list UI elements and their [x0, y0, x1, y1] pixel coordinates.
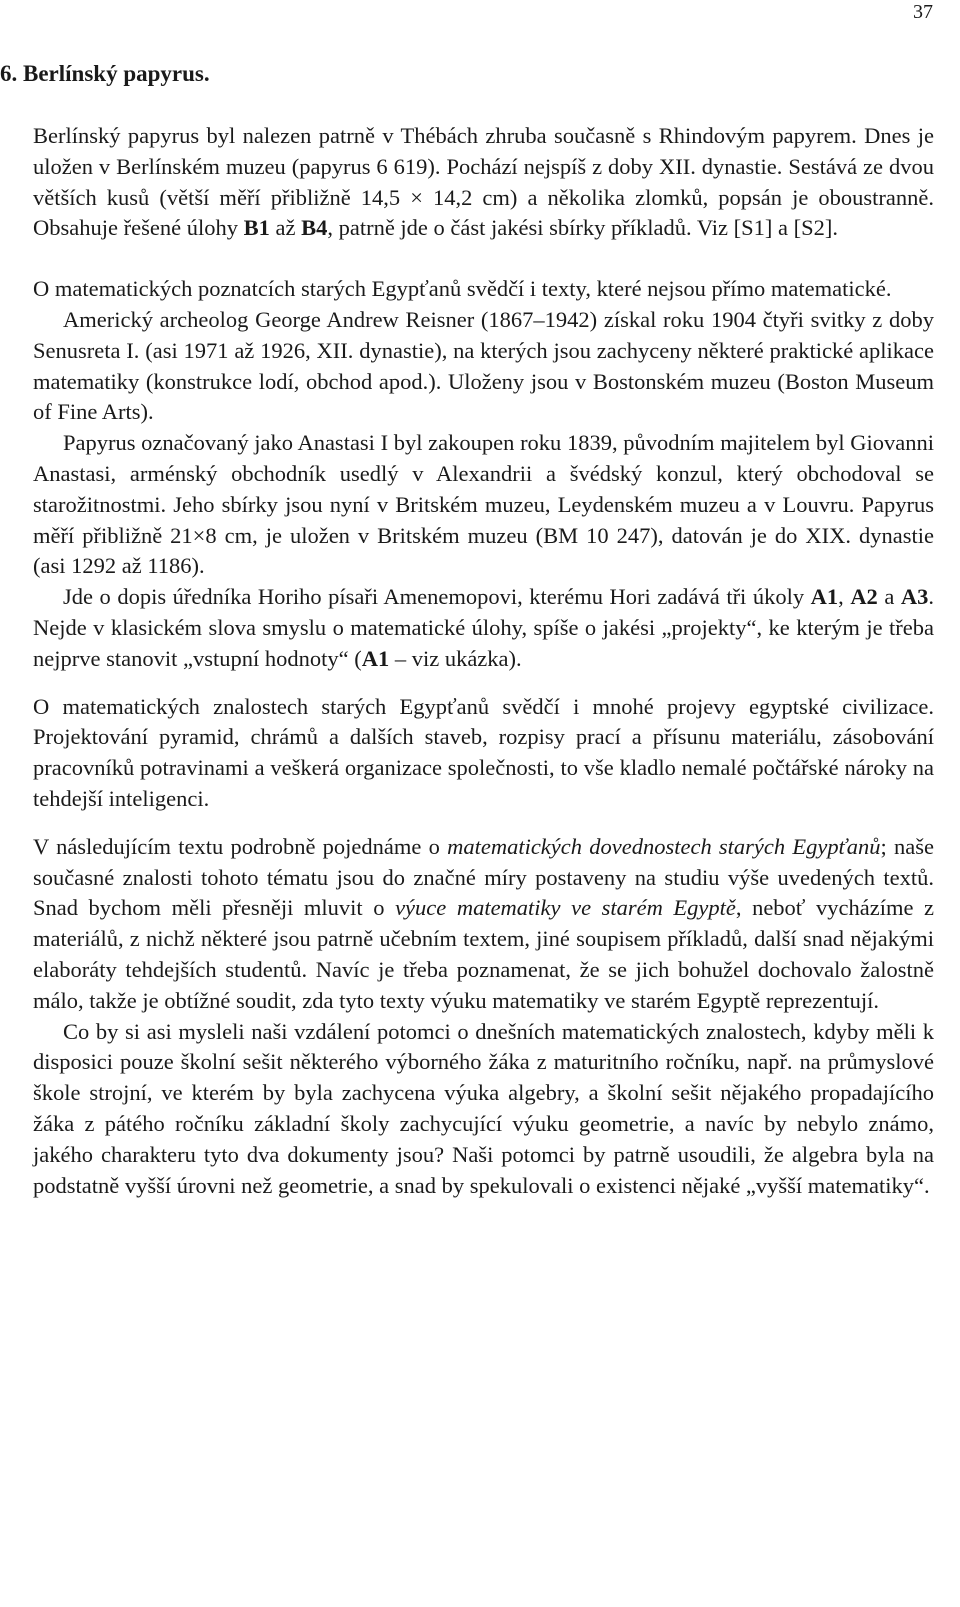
text-run: , patrně jde o část jakési sbírky příkladů. Viz [S1] a [S2]. — [327, 215, 838, 241]
text-run: a — [877, 584, 901, 610]
bold-text: B1 — [243, 215, 270, 241]
text-run: – viz ukázka). — [389, 645, 522, 671]
paragraph-descendants — [33, 1017, 934, 1202]
text-run: až — [269, 215, 302, 241]
paragraph-mathematical-skills — [33, 832, 934, 1017]
document-body — [33, 121, 934, 1201]
text-run: . Nejde v klasickém slova smyslu o matematické úlohy, spíše o jakési „projekty“, ke kterým je třeba nejprve stanovit „vstupní hodnoty“ ( — [33, 584, 934, 671]
text-run: , neboť vycházíme z materiálů, z nichž některé jsou patrně učebním textem, jiné soupisem příkladů, další snad nějakými elaboráty tehdejších studentů. Navíc je třeba poznamenat, že se jich bohužel dochovalo žalostně málo, takže je obtížné soudit, zda tyto texty výuku matematiky ve starém Egyptě reprezentují. — [33, 895, 934, 1013]
text-run: , — [838, 584, 851, 610]
bold-text: A3 — [900, 584, 929, 610]
paragraph-non-mathematical-texts — [33, 274, 934, 305]
paragraph-berlin-papyrus — [33, 121, 934, 244]
bold-text: B4 — [301, 215, 328, 241]
text-run: Jde o dopis úředníka Horiho písaři Amenemopovi, kterému Hori zadává tři úkoly — [63, 584, 811, 610]
text-run: Co by si asi mysleli naši vzdálení potomci o dnešních matematických znalostech, kdyby měli k disposici pouze školní sešit některého výborného žáka z maturitního ročníku, např. na průmyslové škole strojní, ve kterém by byla zachycena výuka algebry, a školní sešit nějakého propadajícího žáka z pátého ročníku základní školy zachycující výuku geometrie, a navíc by nebylo známo, jakého charakteru tyto dva dokumenty jsou? Naši potomci by patrně usoudili, že algebra byla na podstatně vyšší úrovni než geometrie, a snad by spekulovali o existenci nějaké „vyšší matematiky“. — [33, 1018, 934, 1198]
text-run: O matematických znalostech starých Egypťanů svědčí i mnohé projevy egyptské civilizace. Projektování pyramid, chrámů a dalších staveb, rozpisy prací a přísunu materiálu, zásobování pracovníků potravinami a veškerá organizace společnosti, to vše kladlo nemalé počtářské nároky na tehdejší inteligenci. — [33, 693, 934, 811]
italic-text: matematických dovednostech starých Egypťanů — [447, 833, 881, 859]
section-heading: 6. Berlínský papyrus. — [0, 61, 210, 86]
bold-text: A1 — [810, 584, 839, 610]
page-number: 37 — [913, 1, 933, 23]
text-run: Papyrus označovaný jako Anastasi I byl zakoupen roku 1839, původním majitelem byl Giovanni Anastasi, arménský obchodník usedlý v Alexandrii a švédský konzul, který obchodoval se starožitnostmi. Jeho sbírky jsou nyní v Britském muzeu, Leydenském muzeu a v Louvru. Papyrus měří přibližně 21×8 cm, je uložen v Britském muzeu (BM 10 247), datován je do XIX. dynastie (asi 1292 až 1186). — [33, 430, 934, 579]
text-run: ; naše současné znalosti tohoto tématu jsou do značné míry postaveny na studiu výše uvedených textů. Snad bychom měli přesněji mluvit o — [33, 833, 934, 921]
text-run: O matematických poznatcích starých Egypťanů svědčí i texty, které nejsou přímo matematické. — [33, 276, 892, 302]
text-run: Berlínský papyrus byl nalezen patrně v Thébách zhruba současně s Rhindovým papyrem. Dnes je uložen v Berlínském muzeu (papyrus 6 619). Pochází nejspíš z doby XII. dynastie. Sestává ze dvou větších kusů (větší měří přibližně 14,5 × 14,2 cm) a několika zlomků, popsán je oboustranně. Obsahuje řešené úlohy — [33, 123, 934, 241]
italic-text: výuce matematiky ve starém Egyptě — [395, 895, 736, 921]
paragraph-anastasi — [33, 428, 934, 582]
paragraph-hori-letter — [33, 582, 934, 674]
text-run: Americký archeolog George Andrew Reisner (1867–1942) získal roku 1904 čtyři svitky z doby Senusreta I. (asi 1971 až 1926, XII. dynastie), na kterých jsou zachyceny některé praktické aplikace matematiky (konstrukce lodí, obchod apod.). Uloženy jsou v Bostonském muzeu (Boston Museum of Fine Arts). — [33, 306, 934, 425]
paragraph-civilization — [33, 692, 934, 815]
text-run: V následujícím textu podrobně pojednáme o — [33, 833, 448, 859]
bold-text: A2 — [850, 584, 878, 610]
paragraph-reisner — [33, 305, 934, 428]
bold-text: A1 — [361, 645, 390, 671]
